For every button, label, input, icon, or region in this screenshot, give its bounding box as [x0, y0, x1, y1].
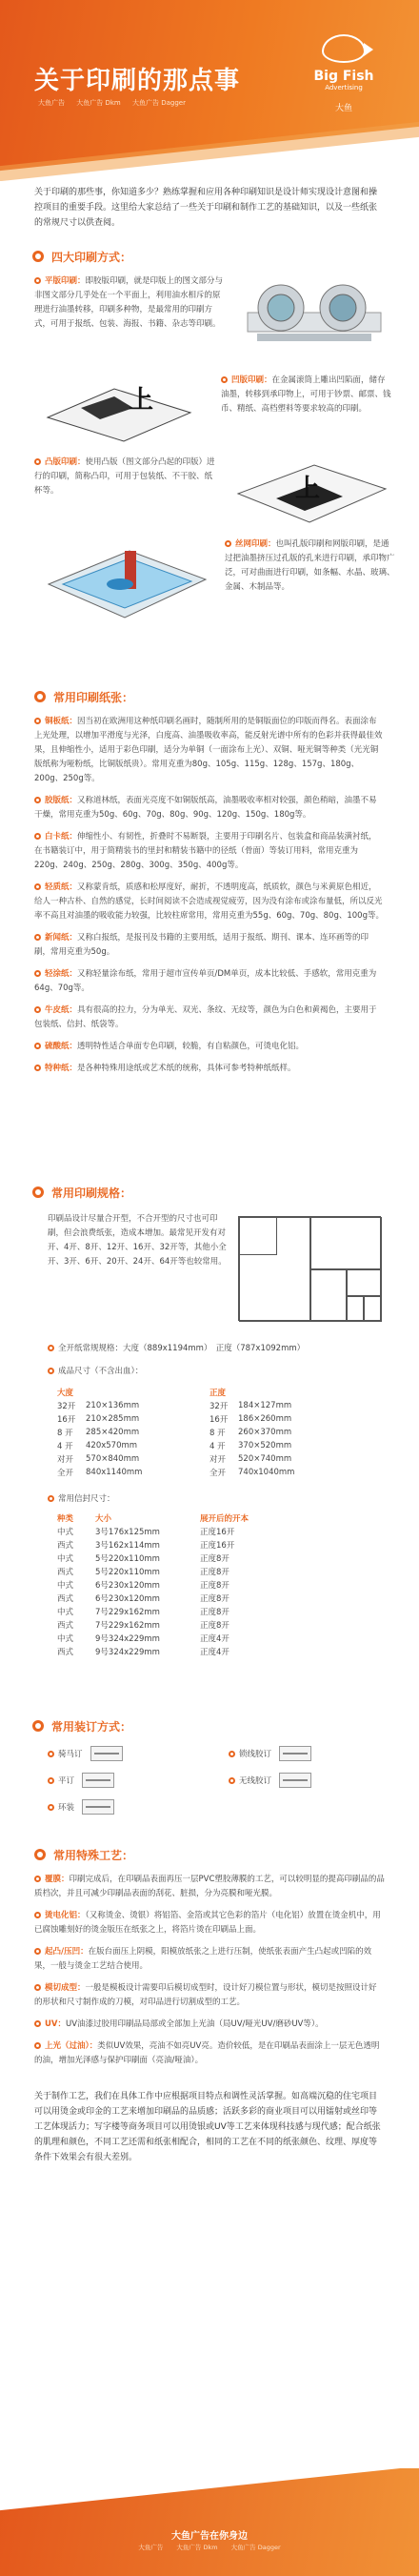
table-cell: 9号324x229mm — [95, 1634, 160, 1644]
table-cell: 4 开 — [210, 1442, 226, 1451]
table-cell: 570×840mm — [86, 1454, 140, 1464]
finish-label: 模切成型： — [45, 1983, 86, 1993]
paper-lwc — [34, 967, 385, 996]
footer-sub-2: 大鱼广告 Dkm — [176, 2544, 218, 2551]
section-title: 四大印刷方式： — [51, 250, 132, 264]
page-title: 关于印刷的那点事 — [34, 67, 241, 95]
binding-perfect — [229, 1773, 311, 1788]
paper-tracing — [34, 1040, 385, 1054]
footer-banner — [0, 2468, 419, 2576]
finish-label: 起凸/压凹： — [45, 1947, 89, 1957]
section-dot-icon — [32, 1720, 44, 1732]
bullet-icon — [221, 376, 228, 383]
envelope-label — [48, 1492, 390, 1507]
paper-label: 特种纸： — [45, 1064, 78, 1073]
table-row — [57, 1399, 362, 1412]
finish-uv — [34, 2018, 385, 2032]
paper-text: 是各种特殊用途纸或艺术纸的统称，具体可参考特种纸纸样。 — [77, 1064, 296, 1073]
section-dot-icon — [34, 691, 46, 702]
finish-text: （又称烫金、烫银）将铝箔、金箔或其它色彩的箔片（电化铝）放置在烫金机中，用已腐蚀雕刻好的烫金版压在纸张之上，将箔片烫在印刷品上面。 — [34, 1911, 381, 1935]
table-cell: 西式 — [57, 1568, 74, 1577]
table-cell: 210×285mm — [86, 1414, 140, 1424]
table-cell: 520×740mm — [238, 1454, 292, 1464]
method-gravure — [221, 374, 392, 416]
footer-subline — [0, 2543, 419, 2551]
method-offset — [34, 274, 225, 332]
intro-paragraph — [0, 181, 419, 231]
paper-label: 轻质纸： — [45, 882, 78, 892]
bullet-icon — [34, 718, 41, 724]
finish-emboss — [34, 1945, 385, 1974]
finish-size-text: 成品尺寸（不含出血）： — [58, 1367, 144, 1376]
table-cell: 186×260mm — [238, 1414, 292, 1424]
bullet-icon — [34, 797, 41, 803]
full-sheet-size — [48, 1342, 390, 1356]
fish-icon — [322, 34, 366, 63]
section-finishing — [0, 1844, 419, 2165]
method-label: 凹版印刷： — [231, 375, 272, 385]
binding-flat — [48, 1773, 114, 1788]
table-row — [57, 1426, 362, 1439]
table-row — [57, 1452, 362, 1466]
plate-glyph: 上 — [295, 475, 321, 503]
bullet-icon — [229, 1751, 235, 1757]
method-label: 丝网印刷： — [235, 539, 276, 549]
table-cell: 正度8开 — [200, 1594, 229, 1604]
binding-label: 环装 — [58, 1803, 75, 1813]
paper-text: 又称轻量涂布纸，常用于超市宣传单页/DM单页，成本比较低、手感软，常用克重为64g、70g等。 — [34, 969, 377, 993]
table-row — [57, 1592, 305, 1605]
table-row — [57, 1605, 305, 1618]
table-row — [57, 1466, 362, 1479]
table-cell: 420x570mm — [86, 1441, 138, 1450]
table-cell: 中式 — [57, 1528, 74, 1537]
section-header — [34, 1844, 385, 1865]
section-title: 常用印刷纸张： — [53, 690, 134, 704]
method-screen — [225, 538, 396, 595]
table-cell: 7号229x162mm — [95, 1621, 160, 1631]
intro-text: 关于印刷的那些事，你知道多少？熟练掌握和应用各种印刷知识是设计师实现设计意图和操控项目的重要手段。这里给大家总结了一些关于印刷和制作工艺的基础知识，以及一些纸张的常规尺寸以供查阅。 — [34, 188, 378, 228]
bullet-icon — [34, 2020, 41, 2027]
table-cell: 正度8开 — [200, 1608, 229, 1617]
paper-specialty — [34, 1062, 385, 1076]
table-cell: 285×420mm — [86, 1428, 140, 1437]
finish-lamination — [34, 1873, 385, 1901]
table-cell: 840x1140mm — [86, 1468, 143, 1477]
table-cell: 6号230x120mm — [95, 1581, 160, 1591]
finish-label: 覆膜： — [45, 1875, 70, 1884]
paper-newsprint — [34, 931, 385, 960]
col-zheng: 正度 — [210, 1389, 227, 1398]
table-cell: 中式 — [57, 1608, 74, 1617]
ring-binding-icon — [82, 1799, 114, 1815]
section-dot-icon — [32, 251, 44, 262]
paper-offset — [34, 794, 385, 822]
brand-logo — [301, 34, 387, 113]
table-row — [57, 1538, 305, 1552]
bullet-icon — [48, 1495, 54, 1502]
bullet-icon — [48, 1345, 54, 1351]
section-sizes — [0, 1182, 419, 1657]
gravure-plate-illustration — [229, 451, 395, 537]
section-title: 常用装订方式： — [51, 1719, 132, 1734]
sewn-binding-icon — [279, 1746, 311, 1761]
binding-label: 锁线胶订 — [239, 1750, 272, 1759]
plate-glyph: 上 — [129, 386, 154, 415]
section-dot-icon — [32, 1187, 44, 1198]
binding-ring — [48, 1799, 114, 1815]
finish-label: 上光（过油）： — [45, 2041, 98, 2051]
table-cell: 全开 — [210, 1469, 227, 1478]
paper-label: 白卡纸： — [45, 832, 78, 842]
finish-text: 一般是模板设计需要印后模切成型时，设计好刀模位置与形状，模切是按照设计好的形状和尺寸制作成的刀模，对印品进行切割成型的工艺。 — [34, 1983, 377, 2007]
method-label: 凸版印刷： — [45, 457, 86, 467]
finish-size-label — [48, 1365, 390, 1379]
flat-stitch-icon — [82, 1773, 114, 1788]
table-cell: 3号162x114mm — [95, 1541, 160, 1551]
table-cell: 184×127mm — [238, 1401, 292, 1410]
bullet-icon — [34, 934, 41, 941]
table-cell: 正度16开 — [200, 1541, 235, 1551]
table-cell: 32开 — [210, 1402, 229, 1411]
section-title: 常用特殊工艺： — [53, 1848, 134, 1862]
section-binding — [0, 1715, 419, 1813]
paper-text: 具有很高的拉力，分为单光、双光、条纹、无纹等，颜色为白色和黄褐色，主要用于包装纸、信封、纸袋等。 — [34, 1005, 377, 1029]
finish-diecut — [34, 1981, 385, 2010]
logo-tagline: Advertising — [325, 84, 363, 91]
table-cell: 中式 — [57, 1634, 74, 1644]
finish-foil — [34, 1909, 385, 1937]
relief-plate-illustration — [38, 370, 200, 446]
table-cell: 正度8开 — [200, 1621, 229, 1631]
header-sub-2: 大鱼广告 Dkm — [76, 99, 121, 107]
finish-label: UV： — [45, 2019, 66, 2029]
table-row — [57, 1412, 362, 1426]
table-cell: 正度8开 — [200, 1554, 229, 1564]
table-cell: 260×370mm — [238, 1428, 292, 1437]
table-cell: 4 开 — [57, 1442, 73, 1451]
table-cell: 3号176x125mm — [95, 1528, 160, 1537]
table-cell: 正度4开 — [200, 1648, 229, 1657]
paper-label: 铜板纸： — [45, 717, 78, 726]
table-row — [57, 1645, 305, 1658]
method-label: 平版印刷： — [45, 276, 86, 286]
envelope-table — [57, 1511, 305, 1658]
bullet-icon — [34, 883, 41, 890]
finish-text: 印刷完成后，在印刷品表面再压一层PVC塑胶薄膜的工艺，可以较明显的提高印刷品的品质档次，并且可减少印刷品表面的刮花、脏损，分为亮膜和哑光膜。 — [34, 1875, 385, 1898]
sizes-intro — [48, 1212, 229, 1269]
table-cell: 全开 — [57, 1469, 74, 1478]
bullet-icon — [34, 1948, 41, 1955]
section-header — [0, 1182, 419, 1203]
paper-label: 牛皮纸： — [45, 1005, 78, 1015]
table-cell: 对开 — [210, 1455, 227, 1465]
bullet-icon — [34, 2042, 41, 2049]
paper-text: 又称蒙肯纸，质感和松厚度好，耐折，不透明度高，纸质软，颜色与米黄原色相近，给人一种古朴、自然的感觉，长时间阅读不会造成视觉疲劳，因为没有涂布或涂布量低，所以反光率不高且对油墨的吸收能力较强，比较柱席常用，常用克重为55g、60g、70g、80g、100g等。 — [34, 882, 384, 921]
binding-label: 骑马订 — [58, 1750, 83, 1759]
footer-sub-1: 大鱼广告 — [138, 2544, 164, 2551]
env-head-size: 大小 — [95, 1514, 112, 1524]
paper-text: 透明特性适合单面专色印刷，较脆，有自粘颜色，可烫电化铝。 — [77, 1042, 305, 1051]
bullet-icon — [34, 458, 41, 465]
outro-text: 关于制作工艺，我们在具体工作中应根据项目特点和调性灵活掌握。如高端沉稳的住宅项目可以用烫金或印金的工艺来增加印刷品的品质感；活跃多彩的商业项目可以用镭射或丝印等工艺体现活力；写字楼等商务项目可以用烫银或UV等工艺来体现科技感与现代感；配合纸张的肌理和颜色，不同工艺还需和纸张相配合，相同的工艺在不同的纸张颜色、纹理、厚度等条件下效果会有很大差别。 — [34, 2092, 381, 2162]
header-sub-1: 大鱼广告 — [38, 99, 65, 107]
table-row — [57, 1618, 305, 1632]
section-header — [0, 1715, 419, 1736]
paper-text: 又称道林纸，表面光亮度不如铜版纸高，油墨吸收率相对较强，颜色稍暗，油墨不易干燥，常用克重为50g、60g、70g、80g、90g、120g、150g、180g等。 — [34, 796, 377, 820]
bullet-icon — [34, 1984, 41, 1991]
method-letterpress — [34, 456, 215, 498]
finish-text: UV油漆过胶用印刷品局部或全部加上光油（局UV/哑光UV/磨砂UV等）。 — [65, 2019, 324, 2029]
paper-text: 因当初在欧洲用这种纸印刷名画时，随制所用的是铜版面位的印版而得名。表面涂布上光处理，以增加平滑度与光泽，白度高、油墨吸收率高，能反射光谱中所有的色彩并获得最佳效果，且伸缩性小，适用于彩色印刷，适分为单铜（一面涂布上光）、双铜、哑光铜等种类（光光铜版纸称为哑粉纸，比铜版纸贵）。常用克重为80g、105g、115g、128g、157g、180g、200g、250g等。 — [34, 717, 383, 783]
method-text: 在金属滚筒上雕出凹陷面，储存油墨，转移到承印物上，可用于钞票、邮票、钱币、精纸、高档塑料等要求较高的印刷。 — [221, 375, 391, 414]
logo-name: Big Fish — [313, 69, 374, 84]
full-sheet-text: 全开纸常规规格：大度（889x1194mm） 正度（787x1092mm） — [58, 1344, 306, 1353]
bullet-icon — [34, 1006, 41, 1013]
section-paper — [0, 686, 419, 1076]
table-row — [57, 1552, 305, 1565]
binding-sewn — [229, 1746, 311, 1761]
env-head-type: 种类 — [57, 1514, 74, 1524]
method-text: 即胶版印刷，就是印版上的图文部分与非图文部分几乎处在一个平面上，利用油水相斥的原理进行油墨转移，印刷多种物，是最常用的印刷方式，可用于报纸、包装、海报、书籍、杂志等印刷。 — [34, 276, 224, 329]
table-cell: 8 开 — [57, 1429, 73, 1438]
bullet-icon — [225, 540, 231, 547]
table-cell: 对开 — [57, 1455, 74, 1465]
bullet-icon — [34, 970, 41, 977]
envelope-label-text: 常用信封尺寸： — [58, 1494, 115, 1504]
table-cell: 7号229x162mm — [95, 1608, 160, 1617]
table-cell: 正度8开 — [200, 1568, 229, 1577]
bullet-icon — [229, 1777, 235, 1784]
table-cell: 32开 — [57, 1402, 76, 1411]
table-cell: 9号324x229mm — [95, 1648, 160, 1657]
table-cell: 370×520mm — [238, 1441, 292, 1450]
table-row — [57, 1578, 305, 1592]
paper-text: 伸缩性小、有韧性，折叠时不易断裂，主要用于印刷名片、包装盒和商品装潢衬纸，在书籍装订中，用于简精装书的里封和精装书籍中的径纸（骨面）等装订用料，常用克重为220g、240g、250g、280g、300g、350g、400g等。 — [34, 832, 377, 870]
table-cell: 740x1040mm — [238, 1468, 295, 1477]
table-cell: 西式 — [57, 1541, 74, 1551]
section-title: 常用印刷规格： — [51, 1186, 132, 1200]
footer-title: 大鱼广告在你身边 — [171, 2531, 248, 2542]
method-text: 也叫孔版印刷和网版印刷，是通过把油墨挤压过孔版的孔来进行印刷，承印物广泛，可对曲面进行印刷，如条幅、水晶、玻璃、金属、木制品等。 — [225, 539, 395, 592]
bullet-icon — [34, 833, 41, 840]
offset-press-illustration — [238, 274, 390, 360]
paper-label: 硫酸纸： — [45, 1042, 78, 1051]
section-dot-icon — [34, 1849, 46, 1860]
header-sub-3: 大鱼广告 Dagger — [131, 99, 186, 107]
finish-text: 类似UV效果，亮油不如亮UV亮。造价较低，是在印刷品表面涂上一层无色透明的油，增加光泽感与保护印刷面（亮油/哑油）。 — [34, 2041, 380, 2065]
header-subline — [38, 98, 195, 108]
binding-label: 平订 — [58, 1776, 75, 1786]
paper-text: 又称白报纸，是报刊及书籍的主要用纸，适用于报纸、期刊、课本、连环画等的印刷，常用克重为50g。 — [34, 933, 369, 957]
table-cell: 16开 — [210, 1415, 229, 1425]
table-cell: 210×136mm — [86, 1401, 140, 1410]
paper-lightweight — [34, 881, 385, 923]
table-cell: 6号230x120mm — [95, 1594, 160, 1604]
table-row — [57, 1525, 305, 1538]
bullet-icon — [48, 1804, 54, 1811]
footer-band — [0, 2468, 419, 2576]
table-cell: 正度4开 — [200, 1634, 229, 1644]
table-cell: 5号220x110mm — [95, 1554, 160, 1564]
paper-label: 轻涂纸： — [45, 969, 78, 979]
header-banner — [0, 0, 419, 181]
bullet-icon — [34, 1065, 41, 1071]
bullet-icon — [34, 1912, 41, 1918]
table-cell: 16开 — [57, 1415, 76, 1425]
screen-print-illustration — [34, 532, 215, 627]
env-head-format: 展开后的开本 — [200, 1514, 249, 1524]
binding-saddle — [48, 1746, 123, 1761]
paper-label: 新闻纸： — [45, 933, 78, 943]
paper-coated — [34, 715, 385, 786]
finish-text: 在版台面压上阴模，阳模放纸张之上进行压制，使纸张表面产生凸起或凹陷的效果，一般与烫金工艺结合使用。 — [34, 1947, 372, 1971]
finish-varnish — [34, 2039, 385, 2068]
binding-label: 无线胶订 — [239, 1776, 272, 1786]
table-cell: 中式 — [57, 1581, 74, 1591]
bullet-icon — [48, 1751, 54, 1757]
table-row — [57, 1632, 305, 1645]
footer-sub-3: 大鱼广告 Dagger — [230, 2544, 281, 2551]
bullet-icon — [34, 1043, 41, 1049]
perfect-binding-icon — [279, 1773, 311, 1788]
sheet-division-diagram — [238, 1216, 381, 1321]
method-text: 使用凸版（图文部分凸起的印版）进行的印刷，简称凸印，可用于包装纸、不干胶、纸杯等。 — [34, 457, 215, 496]
table-cell: 西式 — [57, 1621, 74, 1631]
table-row — [57, 1439, 362, 1452]
section-print-methods — [0, 246, 419, 592]
table-cell: 5号220x110mm — [95, 1568, 160, 1577]
finish-label: 烫电化铝： — [45, 1911, 86, 1920]
table-cell: 西式 — [57, 1594, 74, 1604]
saddle-stitch-icon — [90, 1746, 123, 1761]
bullet-icon — [34, 277, 41, 284]
table-cell: 西式 — [57, 1648, 74, 1657]
logo-cn: 大鱼 — [334, 104, 352, 113]
table-cell: 中式 — [57, 1554, 74, 1564]
paper-whitecard — [34, 830, 385, 873]
section-header — [34, 686, 385, 707]
bullet-icon — [48, 1777, 54, 1784]
table-cell: 8 开 — [210, 1429, 226, 1438]
outro-paragraph — [34, 2089, 385, 2165]
bullet-icon — [34, 1876, 41, 1882]
bullet-icon — [48, 1368, 54, 1374]
table-cell: 正度8开 — [200, 1581, 229, 1591]
finish-size-table — [57, 1386, 362, 1479]
paper-kraft — [34, 1004, 385, 1032]
sizes-intro-text: 印刷品设计尽量合开型，不合开型的尺寸也可印刷，但会浪费纸张，造成本增加。最常见开发有对开、4开、8开、12开、16开、32开等，其他小全开、3开、6开、20开、24开、64开等也较常用。 — [48, 1214, 227, 1267]
table-cell: 正度16开 — [200, 1528, 235, 1537]
table-row — [57, 1565, 305, 1578]
col-da: 大度 — [57, 1389, 74, 1398]
paper-label: 胶版纸： — [45, 796, 78, 805]
section-header — [0, 246, 419, 267]
